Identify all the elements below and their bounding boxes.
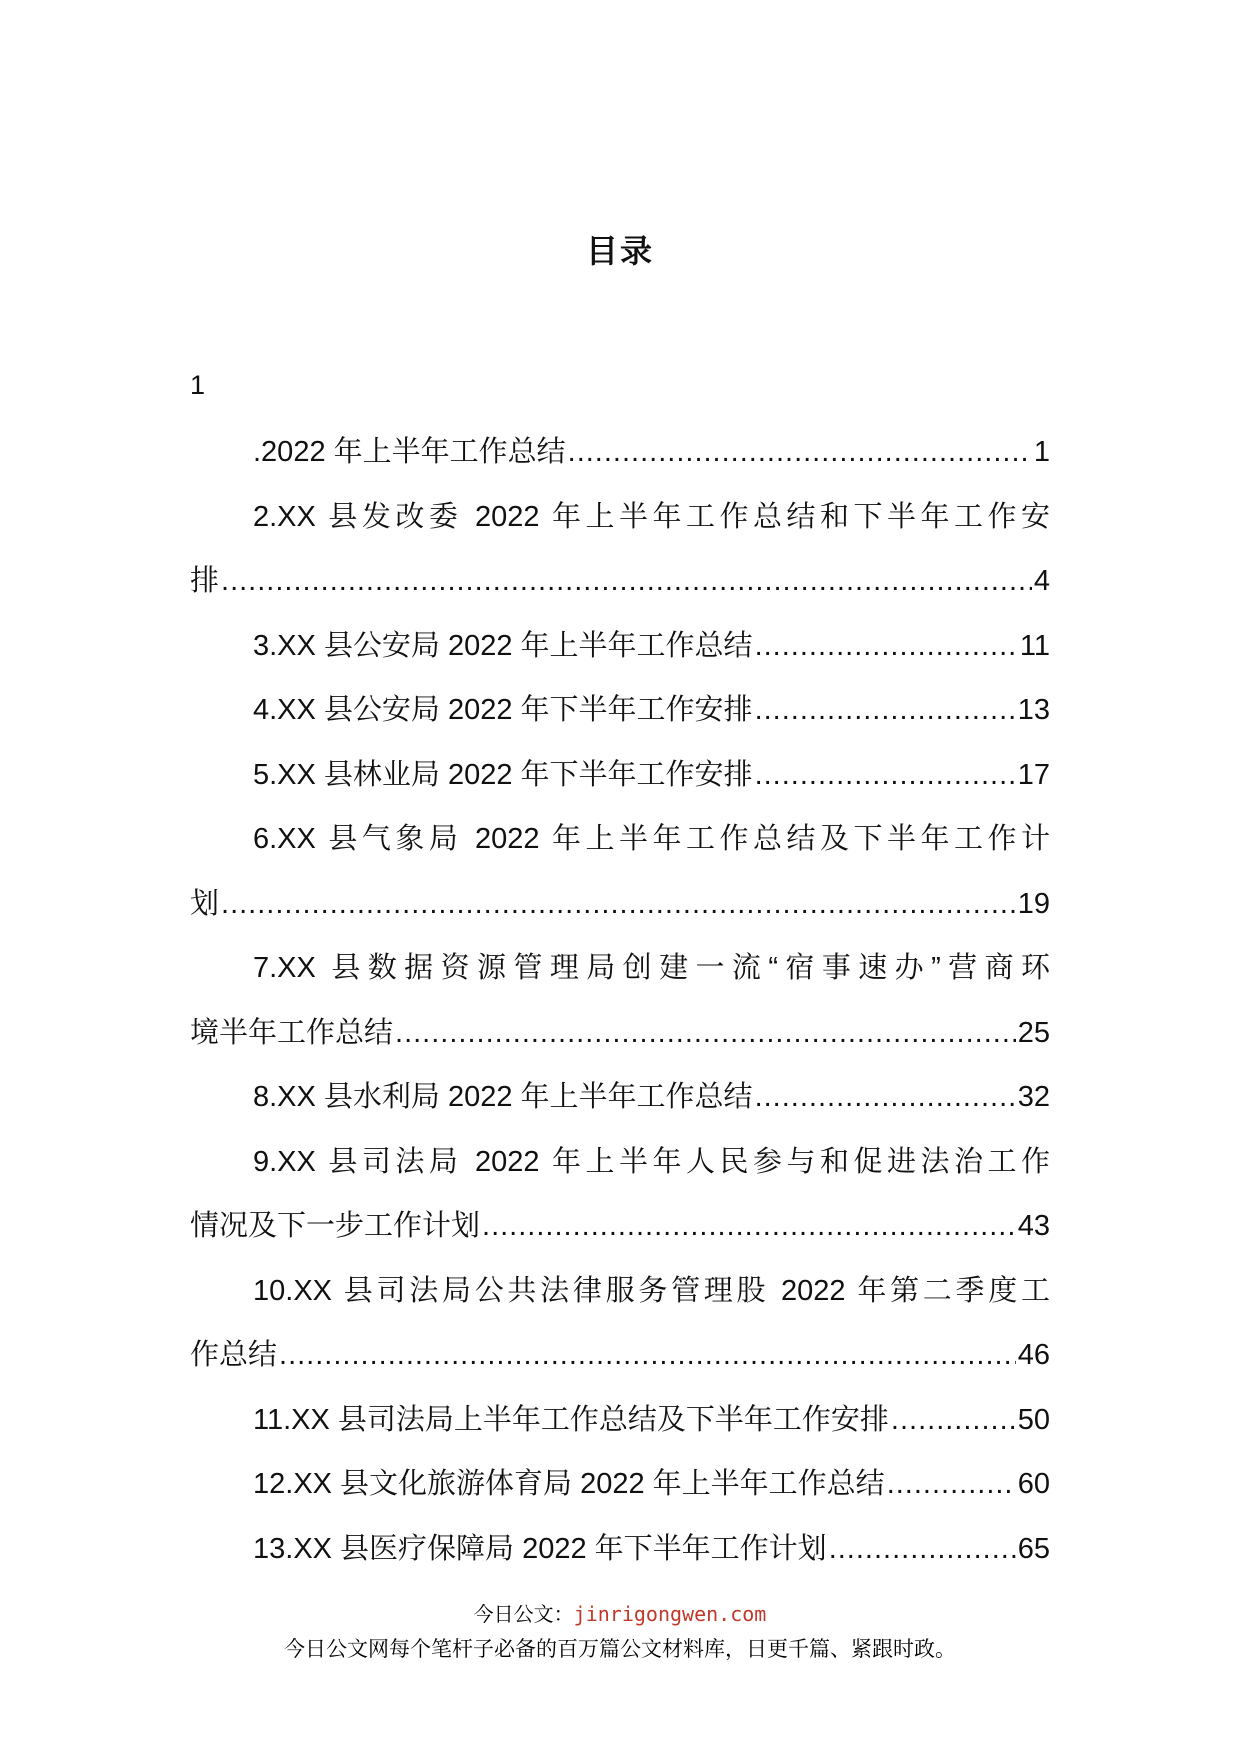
- toc-entry-text: 10.XX 县司法局公共法律服务管理股 2022 年第二季度工: [253, 1274, 1050, 1307]
- toc-entry-page-number: 65: [1017, 1532, 1050, 1565]
- toc-entry-text: 13.XX 县医疗保障局 2022 年下半年工作计划: [253, 1532, 827, 1565]
- toc-entry-page-number: 60: [1017, 1468, 1050, 1500]
- toc-entry[interactable]: [190, 1065, 1050, 1130]
- dot-leader: [755, 743, 1016, 808]
- toc-title: 目录: [585, 232, 654, 270]
- footer-site-label: 今日公文：: [473, 1602, 574, 1626]
- toc-entry[interactable]: [190, 420, 1050, 485]
- footer-site: [0, 1598, 1240, 1627]
- toc-entry[interactable]: [190, 1452, 1050, 1517]
- toc-entry-text: 12.XX 县文化旅游体育局 2022 年上半年工作总结: [253, 1468, 885, 1500]
- toc-entry[interactable]: [190, 936, 1050, 1065]
- toc-entry[interactable]: [190, 614, 1050, 679]
- toc-entry-page-number: 25: [1017, 1016, 1050, 1049]
- toc-entry-text: .2022 年上半年工作总结: [253, 436, 566, 468]
- toc-entry-text: 情况及下一步工作计划: [190, 1210, 481, 1242]
- toc-entry-page-number: 46: [1017, 1339, 1050, 1371]
- toc-entry-page-number: 50: [1017, 1403, 1050, 1436]
- footer-slogan: 今日公文网每个笔杆子必备的百万篇公文材料库，日更千篇、紧跟时政。: [284, 1637, 956, 1661]
- dot-leader: [829, 1517, 1016, 1582]
- toc-entry-text: 6.XX 县气象局 2022 年上半年工作总结及下半年工作计: [253, 823, 1050, 855]
- toc-entry[interactable]: [190, 1130, 1050, 1259]
- toc-entry[interactable]: [190, 807, 1050, 936]
- toc-entry-page-number: 43: [1017, 1210, 1050, 1242]
- footer-site-url[interactable]: jinrigongwen.com: [573, 1602, 767, 1626]
- toc-entry[interactable]: [190, 485, 1050, 614]
- toc-entry-page-number: 19: [1017, 887, 1050, 920]
- toc-entry-page-number: 1: [1033, 436, 1050, 468]
- table-of-contents: [190, 420, 1050, 1581]
- toc-entry[interactable]: [190, 1388, 1050, 1453]
- dot-leader: [221, 549, 1032, 614]
- toc-entry-page-number: 13: [1017, 694, 1050, 726]
- toc-entry-text: 划: [190, 887, 220, 920]
- toc-entry[interactable]: [190, 1517, 1050, 1582]
- toc-entry-text: 作总结: [190, 1339, 278, 1371]
- dot-leader: [279, 1323, 1016, 1388]
- dot-leader: [755, 614, 1018, 679]
- dot-leader: [568, 420, 1032, 485]
- dot-leader: [395, 1001, 1016, 1066]
- toc-entry-text: 9.XX 县司法局 2022 年上半年人民参与和促进法治工作: [253, 1145, 1050, 1178]
- toc-lead-number: 1: [190, 370, 206, 400]
- toc-entry-page-number: 17: [1017, 758, 1050, 791]
- dot-leader: [482, 1194, 1016, 1259]
- toc-entry-text: 3.XX 县公安局 2022 年上半年工作总结: [253, 629, 753, 662]
- toc-entry-text: 8.XX 县水利局 2022 年上半年工作总结: [253, 1081, 753, 1113]
- toc-entry-text: 境半年工作总结: [190, 1016, 394, 1049]
- toc-entry-text: 2.XX 县发改委 2022 年上半年工作总结和下半年工作安: [253, 500, 1050, 533]
- toc-entry[interactable]: [190, 743, 1050, 808]
- toc-entry-page-number: 32: [1017, 1081, 1050, 1113]
- toc-entry-text: 5.XX 县林业局 2022 年下半年工作安排: [253, 758, 753, 791]
- toc-entry-page-number: 11: [1019, 629, 1050, 662]
- dot-leader: [755, 678, 1016, 743]
- dot-leader: [891, 1388, 1016, 1453]
- toc-entry-text: 排: [190, 565, 220, 597]
- toc-entry-text: 7.XX 县数据资源管理局创建一流“宿事速办”营商环: [253, 952, 1050, 984]
- toc-entry-text: 11.XX 县司法局上半年工作总结及下半年工作安排: [253, 1403, 889, 1436]
- toc-entry[interactable]: [190, 1259, 1050, 1388]
- dot-leader: [887, 1452, 1016, 1517]
- toc-entry[interactable]: [190, 678, 1050, 743]
- toc-entry-text: 4.XX 县公安局 2022 年下半年工作安排: [253, 694, 753, 726]
- toc-entry-page-number: 4: [1033, 565, 1050, 597]
- dot-leader: [221, 872, 1016, 937]
- dot-leader: [755, 1065, 1016, 1130]
